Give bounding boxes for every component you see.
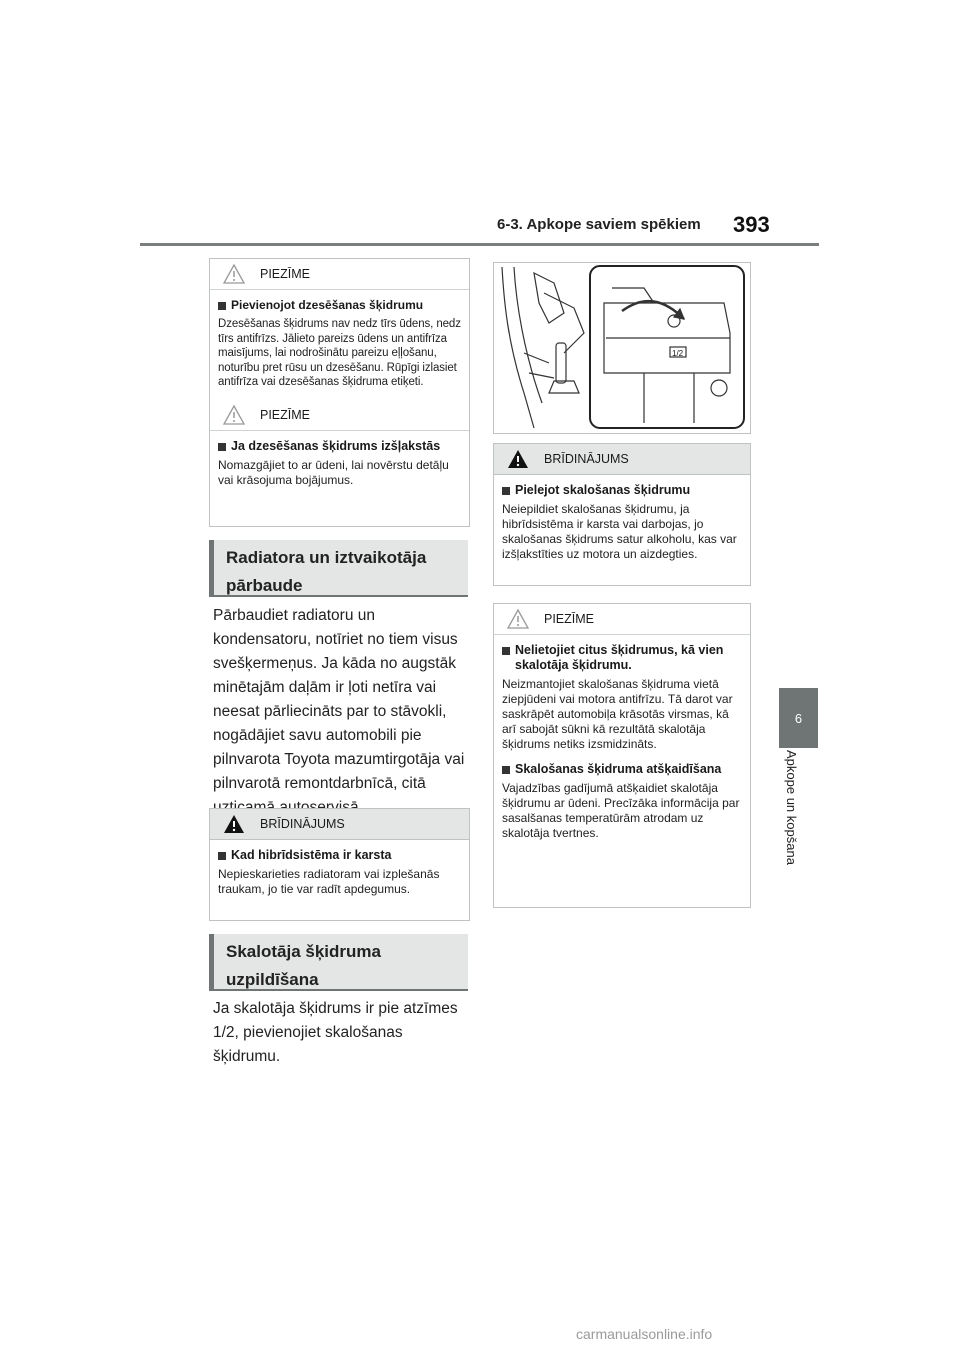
washer-reservoir-figure: [493, 262, 751, 434]
chapter-title: Apkope un kopšana: [784, 750, 799, 865]
caution-outline-icon: [222, 404, 246, 426]
note-label: PIEZĪME: [260, 407, 311, 422]
note-text: Dzesēšanas šķidrums nav nedz tīrs ūdens, nedz tīrs antifrīzs. Jālieto pareizs ūdens un antifrīza maisījums, lai nodrošinātu pareizu eļļošanu, noturību pret rūsu un dzesēšanu. Rūpīgi izlasiet antifrīza vai dzesēšanas šķidruma etiķeti.: [218, 318, 461, 388]
caution-outline-icon: [506, 608, 530, 630]
note-box-coolant: [209, 258, 470, 527]
warning-label: BRĪDINĀJUMS: [544, 452, 629, 466]
section-heading-radiator: Radiatora un iztvaikotāja pārbaude: [209, 540, 468, 597]
bullet-square-icon: [502, 766, 510, 774]
note-header: [210, 259, 469, 290]
warning-header: [494, 444, 750, 475]
warning-heading: Pielejot skalošanas šķidrumu: [515, 483, 691, 497]
level-mark: 1/2: [672, 349, 684, 358]
note-text: Vajadzības gadījumā atšķaidiet skalotāja šķidrumu ar ūdeni. Precīzāka informācija par sasalšanas temperatūrām atrodam uz skalotāja tvertnes.: [502, 781, 740, 840]
note-header-2: [210, 400, 469, 431]
warning-text: Nepieskarieties radiatoram vai izplešanās traukam, jo tie var radīt apdegumus.: [218, 867, 440, 896]
warning-box-hybrid-hot: [209, 808, 470, 921]
note-label: PIEZĪME: [544, 612, 595, 626]
bullet-square-icon: [502, 487, 510, 495]
warning-text: Neiepildiet skalošanas šķidrumu, ja hibrīdsistēma ir karsta vai darbojas, jo skalošanas šķidrums satur alkoholu, kas var izšļakstīties uz motora un aizdegties.: [502, 502, 737, 561]
note-heading: Skalošanas šķidruma atšķaidīšana: [515, 762, 722, 776]
note-heading: Pievienojot dzesēšanas šķidrumu: [231, 298, 424, 312]
warning-heading: Kad hibrīdsistēma ir karsta: [231, 848, 392, 862]
warning-icon: [222, 813, 246, 835]
engine-bay-illustration: [494, 263, 750, 433]
note-heading: Nelietojiet citus šķidrumus, kā vien skalotāja šķidrumu.: [515, 643, 724, 672]
chapter-number-tab: 6: [779, 688, 818, 748]
bullet-square-icon: [218, 302, 226, 310]
warning-icon: [506, 448, 530, 470]
note-header: [494, 604, 750, 635]
washer-paragraph: Ja skalotāja šķidrums ir pie atzīmes 1/2, pievienojiet skalošanas šķidrumu.: [213, 1000, 458, 1065]
watermark: carmanualsonline.info: [576, 1326, 713, 1342]
bullet-square-icon: [218, 443, 226, 451]
page-number: 393: [733, 212, 770, 237]
section-title: 6-3. Apkope saviem spēkiem: [497, 216, 701, 233]
bullet-square-icon: [502, 647, 510, 655]
header-rule: [140, 243, 819, 246]
note-heading: Ja dzesēšanas šķidrums izšļakstās: [231, 438, 441, 453]
radiator-paragraph: Pārbaudiet radiatoru un kondensatoru, notīriet no tiem visus svešķermeņus. Ja kāda no augstāk minētajām daļām ir ļoti netīra vai neesat pārliecināts par to stāvokli, nogādājiet savu automobili pie pilnvarota Toyota mazumtirgotāja vai pilnvarotā remontdarbnīcā, citā: [213, 607, 465, 792]
note-text: Nomazgājiet to ar ūdeni, lai novērstu detāļu vai krāsojuma bojājumus.: [218, 457, 449, 487]
note-text: Neizmantojiet skalošanas šķidruma vietā ziepjūdeni vai motora antifrīzu. Tā darot var saskrāpēt automobiļa krāsotās virsmas, kā arī sabojāt sūkni kā rezultātā skalotāja šķidrums netiks izsmidzināts.: [502, 677, 733, 751]
caution-outline-icon: [222, 263, 246, 285]
section-heading-washer: Skalotāja šķidruma uzpildīšana: [209, 934, 468, 991]
warning-box-washer-fluid: [493, 443, 751, 586]
note-label: PIEZĪME: [260, 267, 311, 281]
note-box-washer: [493, 603, 751, 908]
bullet-square-icon: [218, 852, 226, 860]
warning-header: [210, 809, 469, 840]
warning-label: BRĪDINĀJUMS: [260, 817, 345, 831]
